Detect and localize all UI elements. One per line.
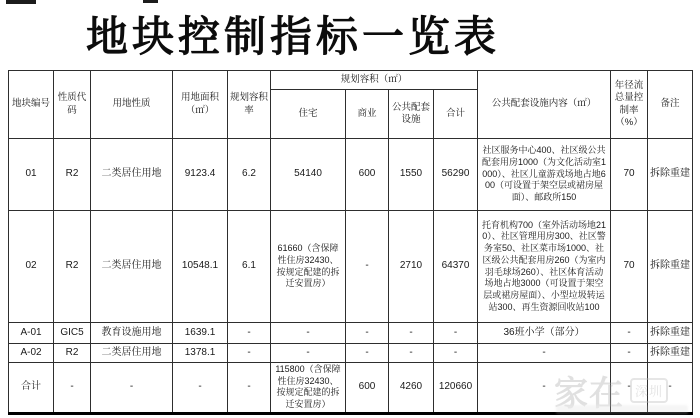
cell-commercial: - <box>346 211 389 323</box>
cell-remark: 拆除重建 <box>648 344 693 363</box>
cell-remark: 拆除重建 <box>648 323 693 344</box>
cell-residential: 115800（含保障性住房32430、按规定配建的拆迁安置房） <box>271 363 346 414</box>
cell-runoff: - <box>611 363 648 414</box>
col-header-land-use: 用地性质 <box>91 71 173 139</box>
cell-remark: 拆除重建 <box>648 211 693 323</box>
cell-nature-code: R2 <box>54 211 91 323</box>
col-header-runoff-control: 年径流总量控制率（%） <box>611 71 648 139</box>
col-header-far: 规划容积率 <box>228 71 271 139</box>
cell-facility-content: - <box>478 344 611 363</box>
cell-land-use: 二类居住用地 <box>91 344 173 363</box>
cell-public-facility: 1550 <box>389 139 434 211</box>
table-row-01 <box>9 139 693 211</box>
cell-commercial: - <box>346 344 389 363</box>
cell-far: 6.2 <box>228 139 271 211</box>
cell-public-facility: 2710 <box>389 211 434 323</box>
col-header-residential: 住宅 <box>271 90 346 139</box>
cell-commercial: 600 <box>346 139 389 211</box>
cell-residential: 61660（含保障性住房32430、按规定配建的拆迁安置房） <box>271 211 346 323</box>
cell-plot-no: A-02 <box>9 344 54 363</box>
cell-runoff: - <box>611 323 648 344</box>
col-header-nature-code: 性质代码 <box>54 71 91 139</box>
table-row-total <box>9 363 693 414</box>
cell-public-facility: - <box>389 323 434 344</box>
cell-land-area: 1378.1 <box>173 344 228 363</box>
cell-subtotal: 56290 <box>434 139 478 211</box>
cell-public-facility: - <box>389 344 434 363</box>
col-header-public-facility: 公共配套设施 <box>389 90 434 139</box>
table-row-a02 <box>9 344 693 363</box>
cell-remark: - <box>648 363 693 414</box>
watermark-text: 家在 <box>554 375 624 413</box>
col-header-plot-no: 地块编号 <box>9 71 54 139</box>
cell-remark: 拆除重建 <box>648 139 693 211</box>
plot-control-index-table <box>8 70 693 415</box>
cell-land-area: 9123.4 <box>173 139 228 211</box>
cell-runoff: 70 <box>611 139 648 211</box>
cell-land-use: 教育设施用地 <box>91 323 173 344</box>
cell-subtotal: - <box>434 323 478 344</box>
cell-subtotal: 64370 <box>434 211 478 323</box>
cell-commercial: - <box>346 323 389 344</box>
col-header-subtotal: 合计 <box>434 90 478 139</box>
cell-runoff: - <box>611 344 648 363</box>
cell-land-use: 二类居住用地 <box>91 211 173 323</box>
cell-facility-content: 社区服务中心400、社区级公共配套用房1000（为文化活动室1000）、社区儿童游戏场地占地600（可设置于架空层或裙房屋面）、邮政所150 <box>478 139 611 211</box>
cell-plot-no: 01 <box>9 139 54 211</box>
cell-far: - <box>228 344 271 363</box>
header-row-1 <box>9 71 693 90</box>
cell-nature-code: R2 <box>54 139 91 211</box>
table-row-a01 <box>9 323 693 344</box>
cell-facility-content: - <box>478 363 611 414</box>
cell-nature-code: - <box>54 363 91 414</box>
cell-subtotal: 120660 <box>434 363 478 414</box>
cell-plot-no: A-01 <box>9 323 54 344</box>
cell-land-use: - <box>91 363 173 414</box>
cell-residential: 54140 <box>271 139 346 211</box>
cell-public-facility: 4260 <box>389 363 434 414</box>
cell-subtotal: - <box>434 344 478 363</box>
col-header-remark: 备注 <box>648 71 693 139</box>
col-header-land-area: 用地面积（㎡） <box>173 71 228 139</box>
cell-residential: - <box>271 344 346 363</box>
cell-far: 6.1 <box>228 211 271 323</box>
cell-land-use: 二类居住用地 <box>91 139 173 211</box>
cell-facility-content: 36班小学（部分） <box>478 323 611 344</box>
cell-residential: - <box>271 323 346 344</box>
col-header-facility-content: 公共配套设施内容（㎡） <box>478 71 611 139</box>
page-title: 地块控制指标一览表 <box>86 13 501 60</box>
cell-nature-code: R2 <box>54 344 91 363</box>
scan-artifact <box>143 0 158 3</box>
cell-commercial: 600 <box>346 363 389 414</box>
cell-land-area: - <box>173 363 228 414</box>
cell-land-area: 10548.1 <box>173 211 228 323</box>
cell-facility-content: 托育机构700（室外活动场地210）、社区管理用房300、社区警务室50、社区菜市场1000、社区级公共配套用房260（为室内羽毛球场260）、社区体育活动场地占地3000（可设置于架空层或裙房屋面）、小型垃圾转运站300、再生资源回收站100 <box>478 211 611 323</box>
scan-artifact <box>6 0 36 4</box>
cell-plot-no: 合计 <box>9 363 54 414</box>
col-header-commercial: 商业 <box>346 90 389 139</box>
cell-plot-no: 02 <box>9 211 54 323</box>
watermark-city-badge: 深圳 <box>630 378 668 403</box>
col-header-planned-volume-group: 规划容积（㎡） <box>271 71 478 90</box>
cell-far: - <box>228 363 271 414</box>
cell-runoff: 70 <box>611 211 648 323</box>
cell-land-area: 1639.1 <box>173 323 228 344</box>
cell-nature-code: GIC5 <box>54 323 91 344</box>
cell-far: - <box>228 323 271 344</box>
table-row-02 <box>9 211 693 323</box>
